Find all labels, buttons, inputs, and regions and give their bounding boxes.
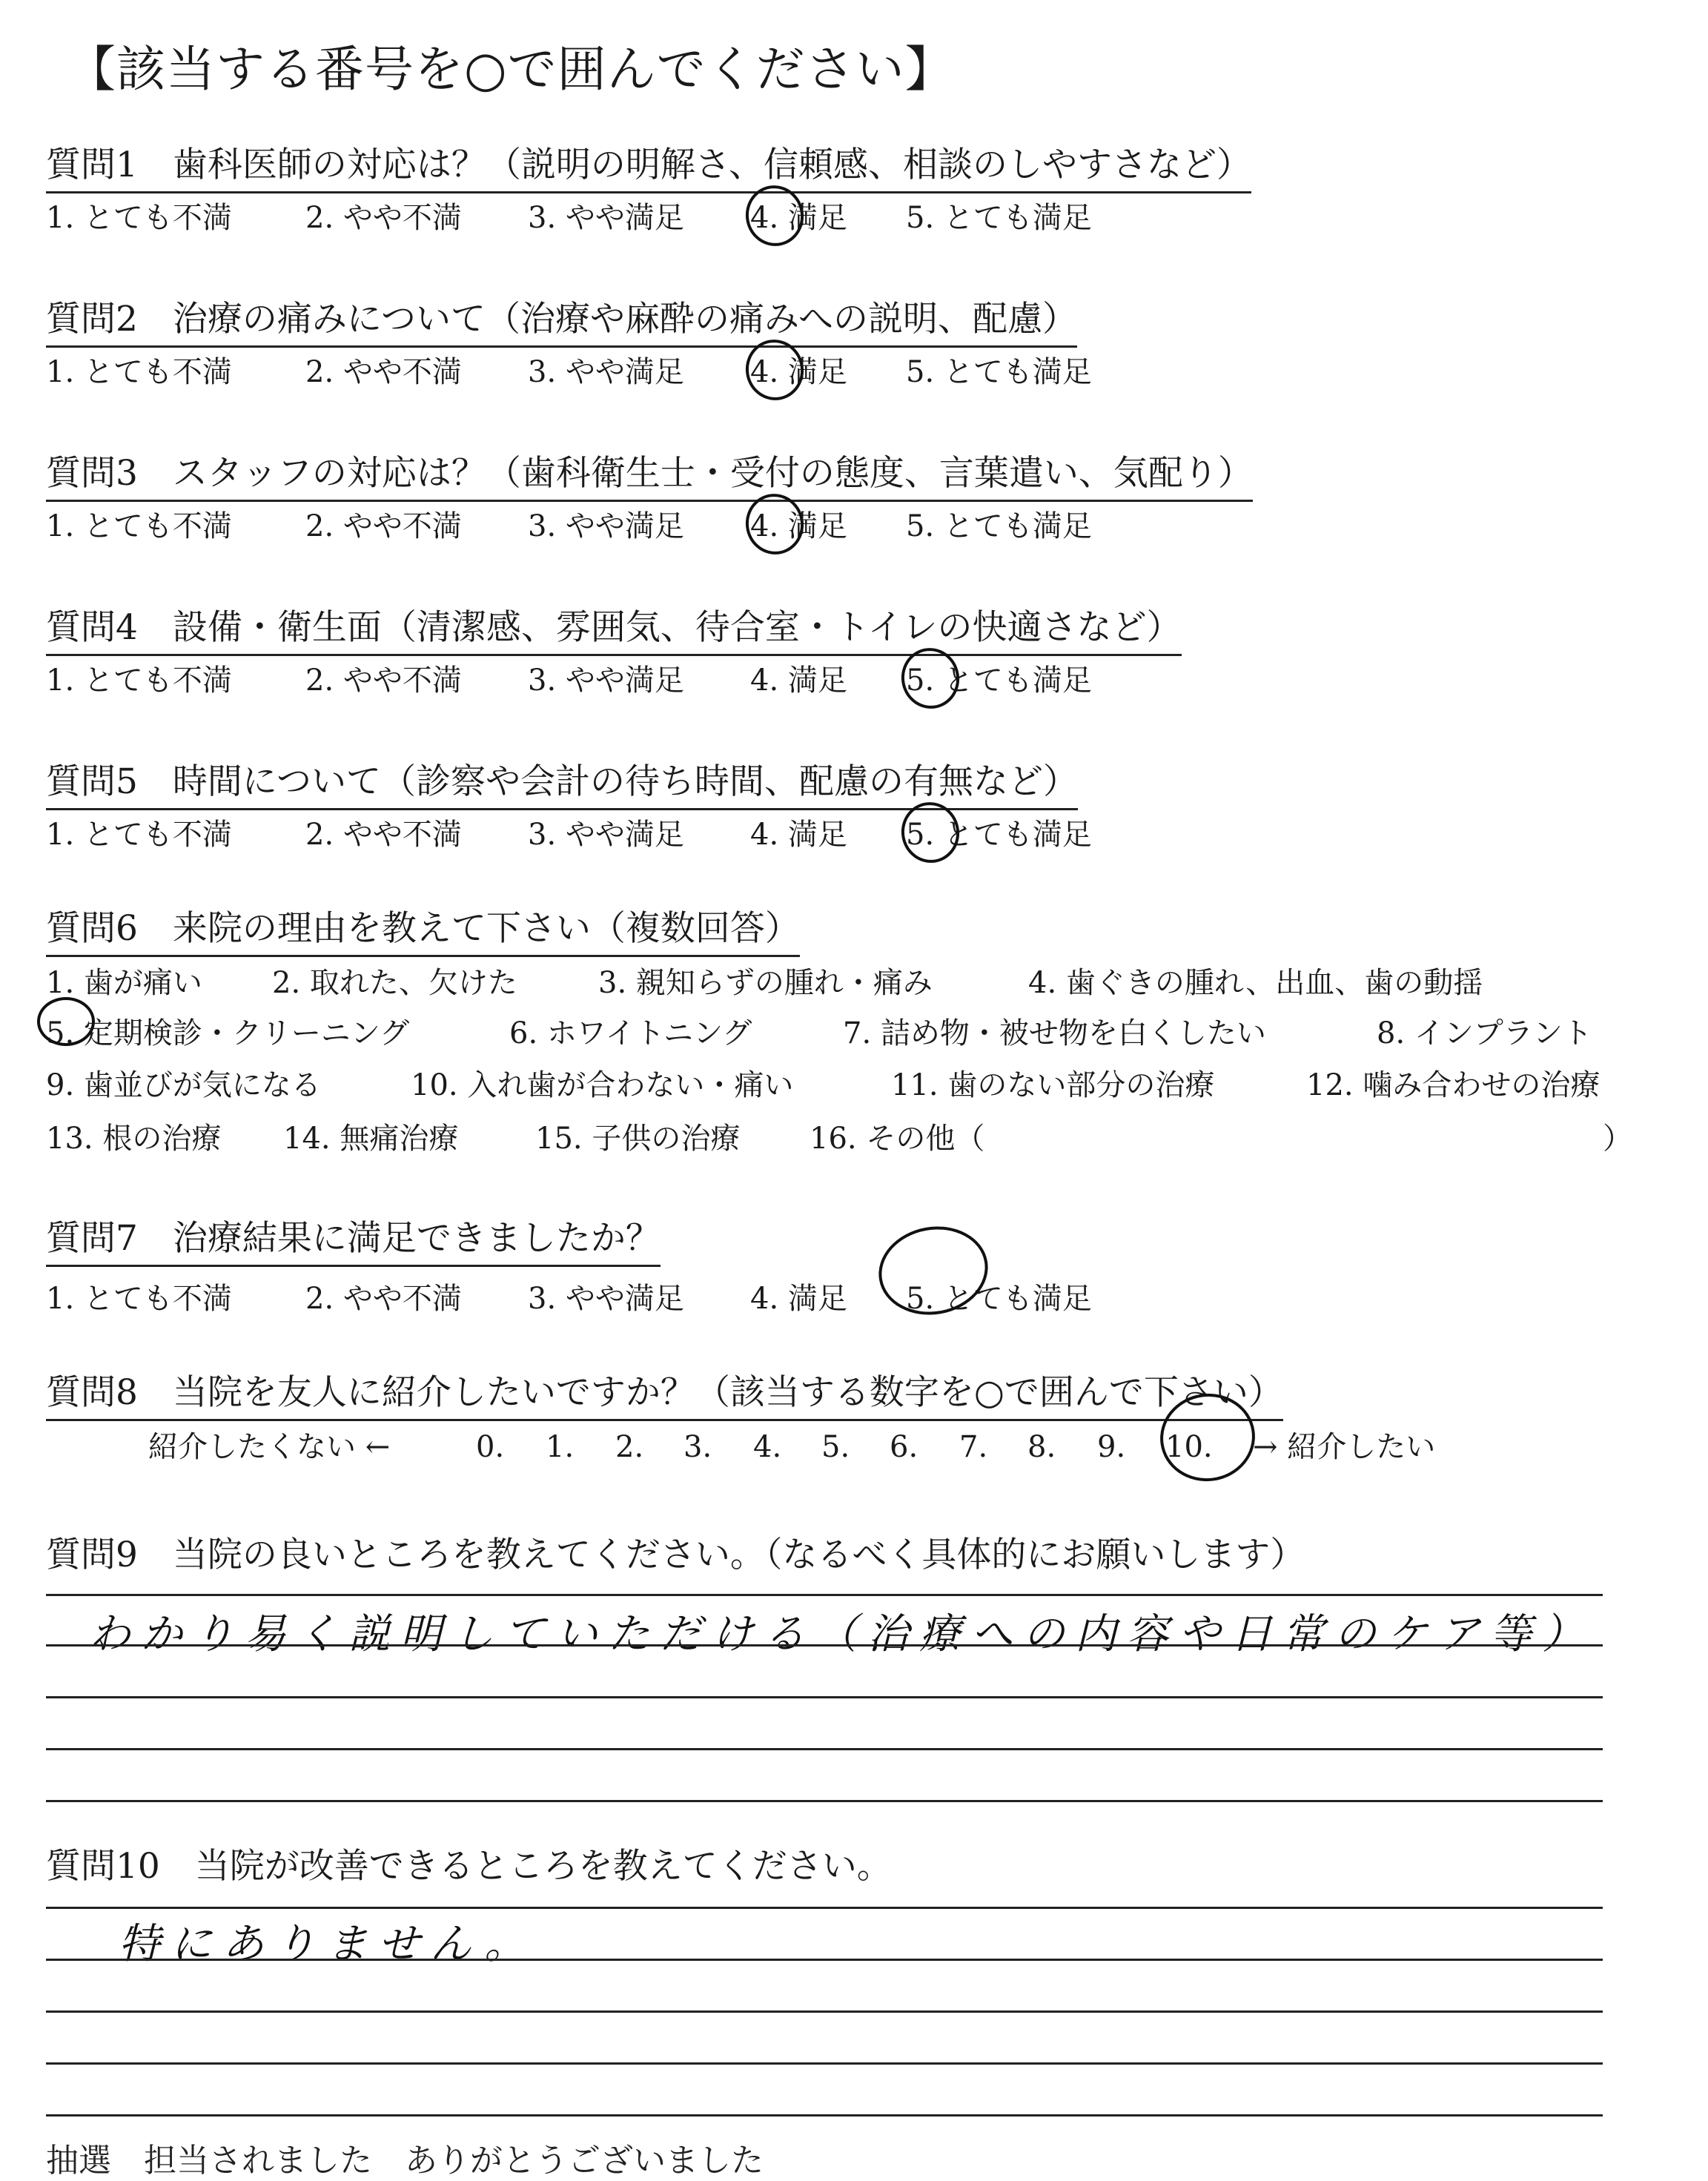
q10-line-2 [46,1959,1603,1961]
q6-option-12[interactable]: 12. 噛み合わせの治療 [1306,1068,1601,1102]
q8-number-8[interactable]: 8. [1027,1430,1056,1464]
q4-option-4[interactable]: 4. 満足 [750,663,847,698]
q6-option-2[interactable]: 2. 取れた、欠けた [272,966,517,1000]
q6-option-7[interactable]: 7. 詰め物・被せ物を白くしたい [843,1016,1266,1050]
q4-option-1[interactable]: 1. とても不満 [46,663,232,698]
q6-option-8[interactable]: 8. インプラント [1377,1016,1592,1050]
q1-option-5[interactable]: 5. とても満足 [906,201,1092,235]
q8-number-5[interactable]: 5. [821,1430,850,1464]
q6-option-9[interactable]: 9. 歯並びが気になる [46,1068,321,1102]
q2-option-4[interactable]: 4. 満足 [750,355,847,389]
q10-line-1 [46,1907,1603,1909]
q4-options [46,661,1232,706]
q6-option-15[interactable]: 15. 子供の治療 [535,1122,741,1156]
q2-option-5[interactable]: 5. とても満足 [906,355,1092,389]
q5-option-4[interactable]: 4. 満足 [750,818,847,852]
q6-option-11[interactable]: 11. 歯のない部分の治療 [891,1068,1215,1102]
q8-number-10[interactable]: 10. [1165,1430,1213,1464]
q7-option-4[interactable]: 4. 満足 [750,1282,847,1316]
q4-option-2[interactable]: 2. やや不満 [305,663,462,698]
q6-option-3[interactable]: 3. 親知らずの腫れ・痛み [598,966,933,1000]
q5-title: 質問5 時間について（診察や会計の待ち時間、配慮の有無など） [46,759,1078,810]
q6-option-14[interactable]: 14. 無痛治療 [283,1122,459,1156]
q7-title: 質問7 治療結果に満足できましたか？ [46,1216,661,1267]
q8-number-4[interactable]: 4. [753,1430,782,1464]
q7-options [46,1280,1232,1324]
q8-number-0[interactable]: 0. [476,1430,505,1464]
q3-option-3[interactable]: 3. やや満足 [528,509,684,543]
q8-left-label: 紹介したくない ← [148,1430,391,1464]
q5-options [46,815,1232,860]
q10-line-4 [46,2062,1603,2065]
q3-options [46,507,1232,552]
q2-option-2[interactable]: 2. やや不満 [305,355,462,389]
q10-line-5 [46,2114,1603,2117]
q4-option-3[interactable]: 3. やや満足 [528,663,684,698]
q8-number-2[interactable]: 2. [615,1430,644,1464]
q6-option-10[interactable]: 10. 入れ歯が合わない・痛い [411,1068,794,1102]
q6-option-5[interactable]: 5. 定期検診・クリーニング [46,1016,410,1050]
q6-title: 質問6 来院の理由を教えて下さい（複数回答） [46,906,800,957]
q8-number-9[interactable]: 9. [1097,1430,1126,1464]
q7-option-1[interactable]: 1. とても不満 [46,1282,232,1316]
q9-line-3 [46,1696,1603,1698]
q8-number-6[interactable]: 6. [890,1430,918,1464]
q6-option-13[interactable]: 13. 根の治療 [46,1122,222,1156]
q9-title: 質問9 当院の良いところを教えてください。（なるべく具体的にお願いします） [46,1535,1305,1575]
q1-option-1[interactable]: 1. とても不満 [46,201,232,235]
q5-option-5[interactable]: 5. とても満足 [906,818,1092,852]
q9-answer[interactable]: わかり易く説明していただける（治療への内容や日常のケア等） [89,1610,1594,1658]
q6-option-16[interactable]: 16. その他（ [810,1122,985,1156]
q2-title: 質問2 治療の痛みについて（治療や麻酔の痛みへの説明、配慮） [46,297,1077,348]
q8-scale [148,1428,1520,1472]
q3-option-2[interactable]: 2. やや不満 [305,509,462,543]
q9-line-4 [46,1748,1603,1750]
q6-selection-mark [37,997,95,1046]
q6-option-16-close: ） [1603,1122,1632,1156]
q10-title: 質問10 当院が改善できるところを教えてください。 [46,1846,892,1887]
footer-text: 抽選 担当されました ありがとうございました [46,2142,764,2180]
q5-option-3[interactable]: 3. やや満足 [528,818,684,852]
q2-options [46,353,1232,397]
q9-line-1 [46,1594,1603,1596]
q3-title: 質問3 スタッフの対応は？（歯科衛生士・受付の態度、言葉遣い、気配り） [46,451,1253,502]
q8-right-label: → 紹介したい [1253,1430,1436,1464]
q9-line-5 [46,1800,1603,1802]
page-title: 【該当する番号を○で囲んでください】 [67,41,955,98]
q2-option-3[interactable]: 3. やや満足 [528,355,684,389]
q1-option-4[interactable]: 4. 満足 [750,201,847,235]
q1-options [46,199,1232,243]
q6-option-6[interactable]: 6. ホワイトニング [509,1016,752,1050]
q4-option-5[interactable]: 5. とても満足 [906,663,1092,698]
q8-title: 質問8 当院を友人に紹介したいですか？（該当する数字を○で囲んで下さい） [46,1370,1283,1421]
q2-option-1[interactable]: 1. とても不満 [46,355,232,389]
q6-option-1[interactable]: 1. 歯が痛い [46,966,202,1000]
q10-answer[interactable]: 特にありません。 [119,1920,537,1968]
q4-title: 質問4 設備・衛生面（清潔感、雰囲気、待合室・トイレの快適さなど） [46,605,1182,656]
q3-option-4[interactable]: 4. 満足 [750,509,847,543]
q3-option-5[interactable]: 5. とても満足 [906,509,1092,543]
q7-option-2[interactable]: 2. やや不満 [305,1282,462,1316]
q6-options [46,964,1677,1186]
q1-option-3[interactable]: 3. やや満足 [528,201,684,235]
q7-option-3[interactable]: 3. やや満足 [528,1282,684,1316]
q1-option-2[interactable]: 2. やや不満 [305,201,462,235]
q6-option-4[interactable]: 4. 歯ぐきの腫れ、出血、歯の動揺 [1028,966,1483,1000]
q9-line-2 [46,1644,1603,1646]
q3-option-1[interactable]: 1. とても不満 [46,509,232,543]
q8-number-7[interactable]: 7. [959,1430,988,1464]
q10-line-3 [46,2010,1603,2013]
q8-number-1[interactable]: 1. [546,1430,575,1464]
q8-number-3[interactable]: 3. [683,1430,712,1464]
q7-option-5[interactable]: 5. とても満足 [906,1282,1092,1316]
q5-option-1[interactable]: 1. とても不満 [46,818,232,852]
q1-title: 質問1 歯科医師の対応は？（説明の明解さ、信頼感、相談のしやすさなど） [46,142,1251,193]
q5-option-2[interactable]: 2. やや不満 [305,818,462,852]
